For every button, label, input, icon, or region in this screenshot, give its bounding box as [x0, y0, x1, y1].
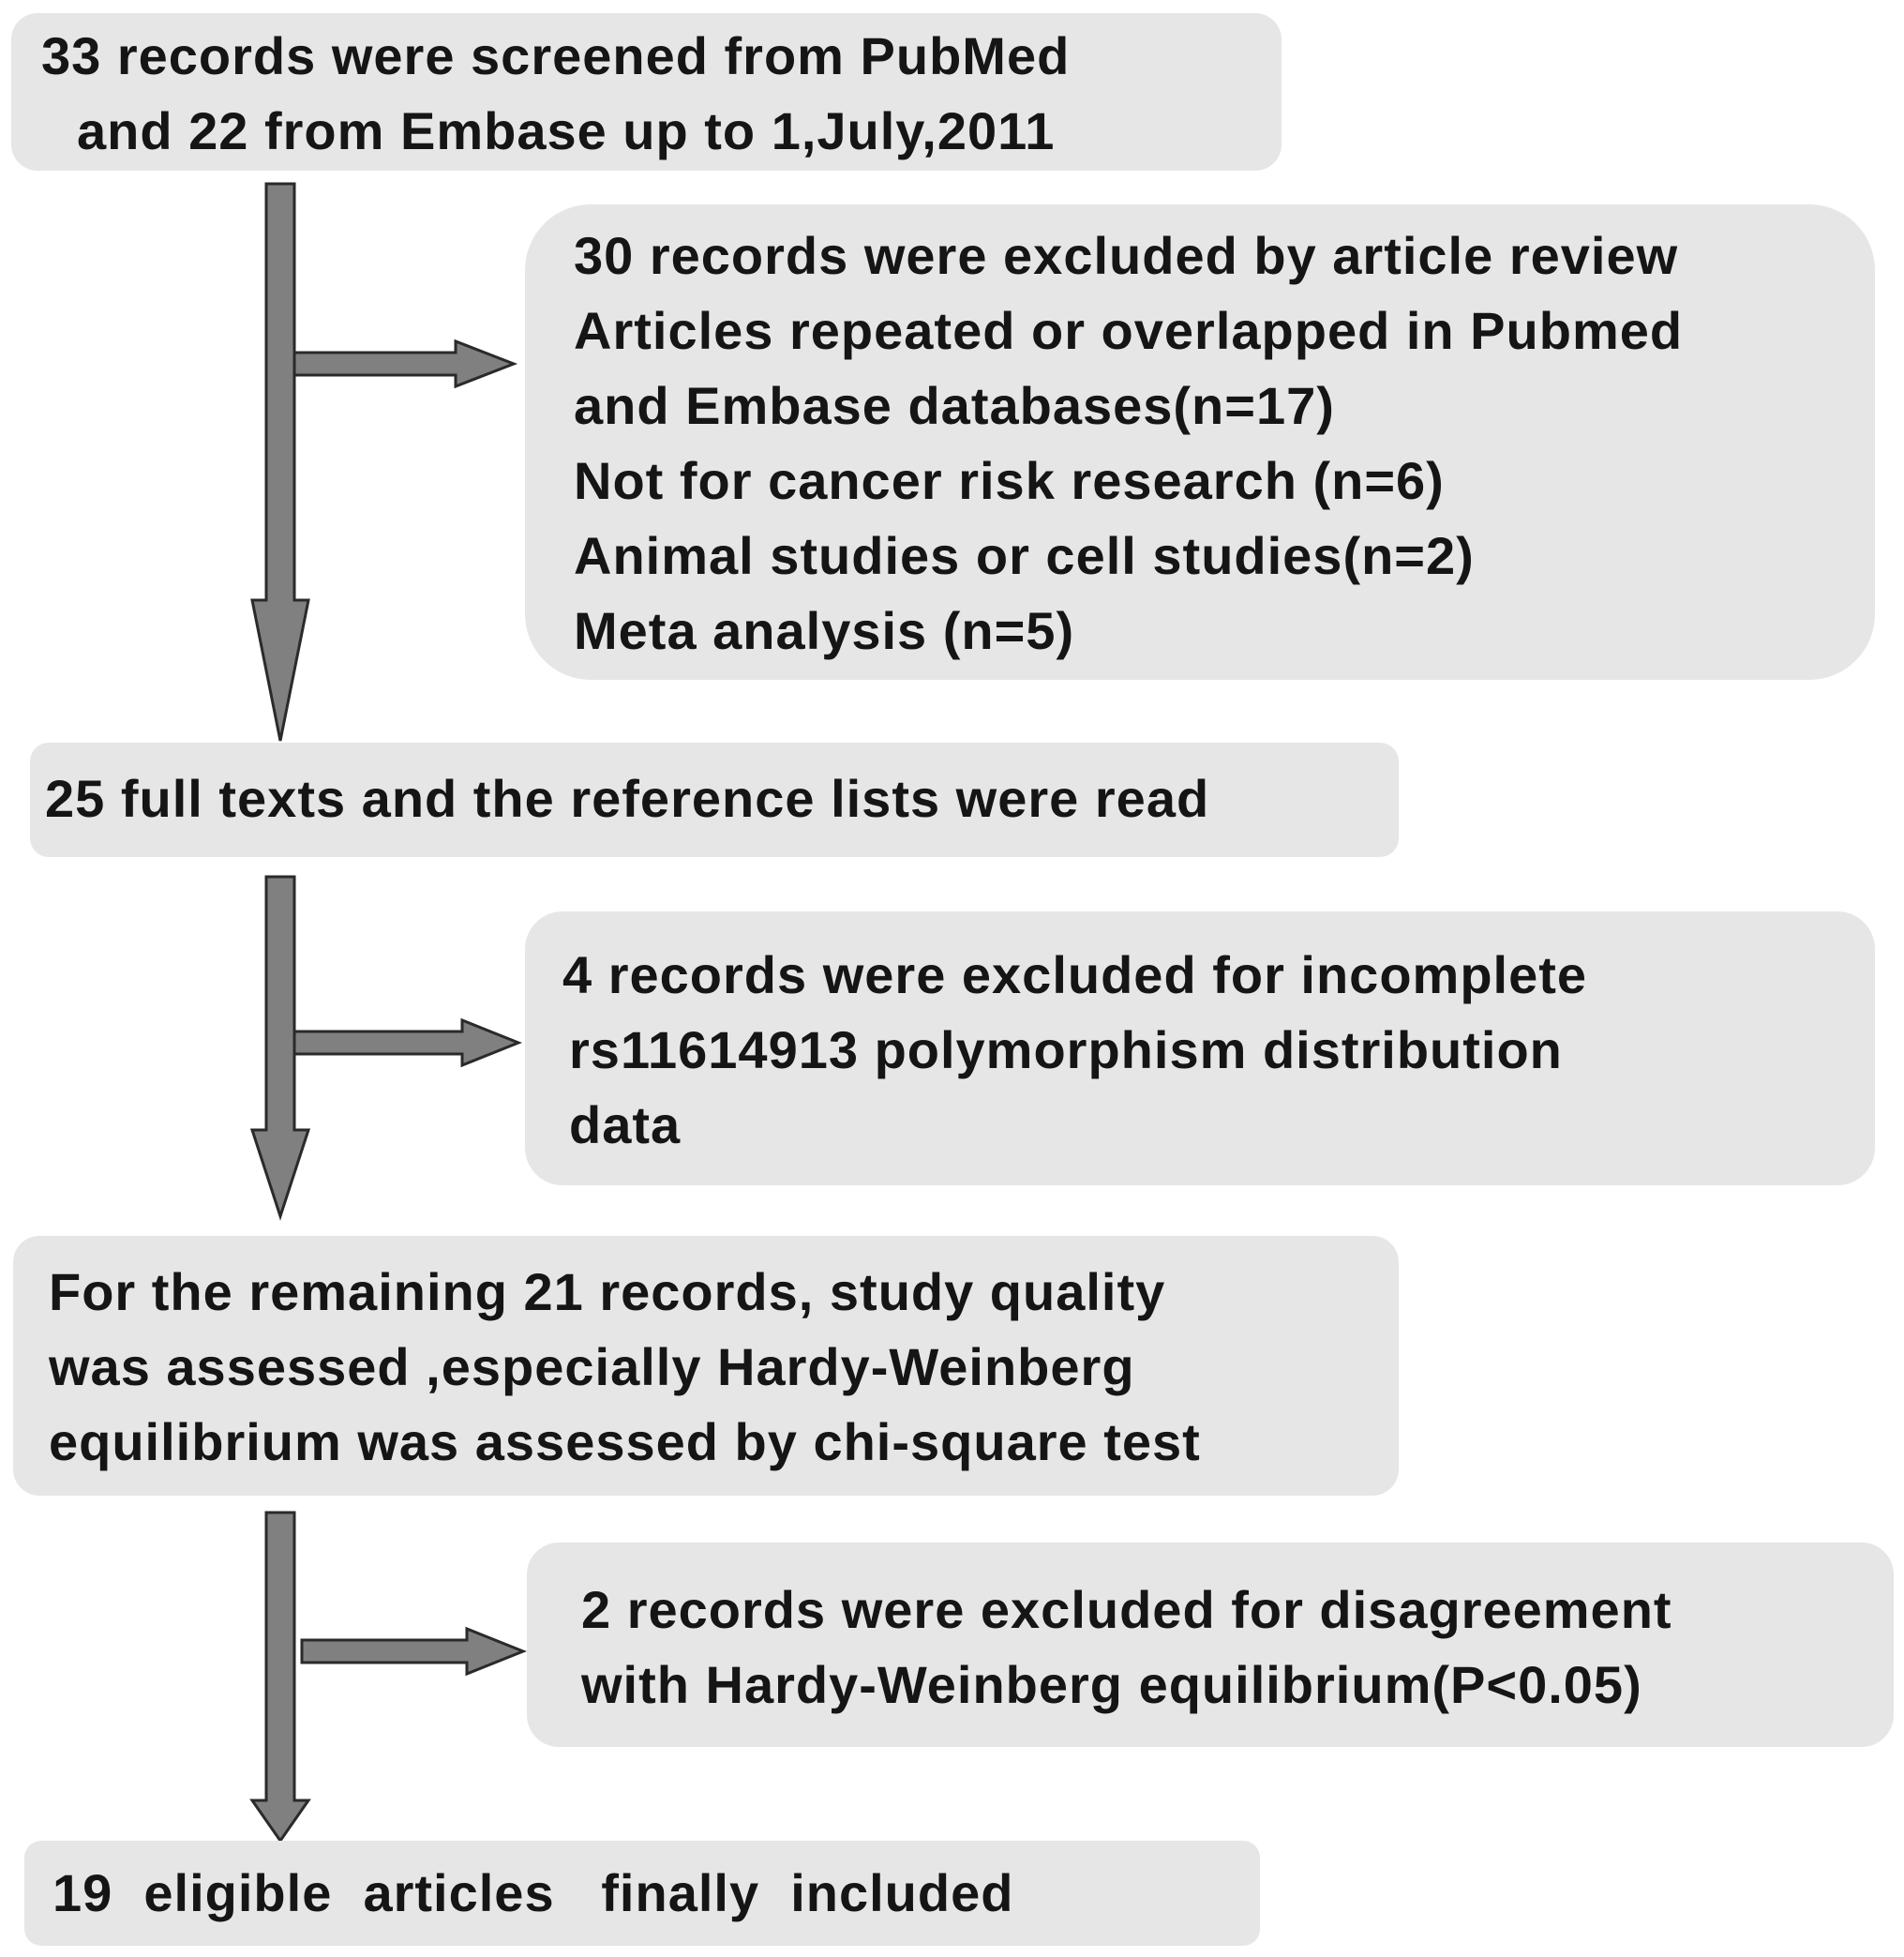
quality-line-3: equilibrium was assessed by chi-square test	[49, 1412, 1201, 1471]
exclusion-incomplete-line-1: 4 records were excluded for incomplete	[562, 945, 1588, 1004]
exclusion-hwe-line-1: 2 records were excluded for disagreement	[581, 1580, 1672, 1639]
exclusion-review-line-2: Articles repeated or overlapped in Pubmed	[574, 301, 1684, 360]
exclusion-review-line-6: Meta analysis (n=5)	[574, 601, 1075, 660]
full-text-line-1: 25 full texts and the reference lists were read	[45, 769, 1210, 828]
right-arrow-3	[302, 1629, 523, 1674]
included-line-1: 19 eligible articles finally included	[52, 1863, 1014, 1922]
exclusion-review-line-5: Animal studies or cell studies(n=2)	[574, 526, 1475, 585]
identification-line-1: 33 records were screened from PubMed	[41, 26, 1071, 85]
down-arrow-1	[252, 184, 308, 741]
exclusion-hwe-line-2: with Hardy-Weinberg equilibrium(P<0.05)	[581, 1655, 1642, 1714]
exclusion-incomplete-line-2: rs11614913 polymorphism distribution	[569, 1020, 1563, 1079]
exclusion-review-line-1: 30 records were excluded by article review	[574, 226, 1679, 285]
quality-line-1: For the remaining 21 records, study quality	[49, 1262, 1166, 1321]
down-arrow-3	[252, 1513, 308, 1841]
identification-line-2: and 22 from Embase up to 1,July,2011	[77, 101, 1056, 160]
quality-line-2: was assessed ,especially Hardy-Weinberg	[49, 1337, 1135, 1396]
right-arrow-2	[294, 1020, 518, 1065]
exclusion-review-line-4: Not for cancer risk research (n=6)	[574, 451, 1445, 510]
exclusion-incomplete-line-3: data	[569, 1095, 682, 1154]
exclusion-review-line-3: and Embase databases(n=17)	[574, 376, 1335, 435]
right-arrow-1	[294, 341, 514, 386]
